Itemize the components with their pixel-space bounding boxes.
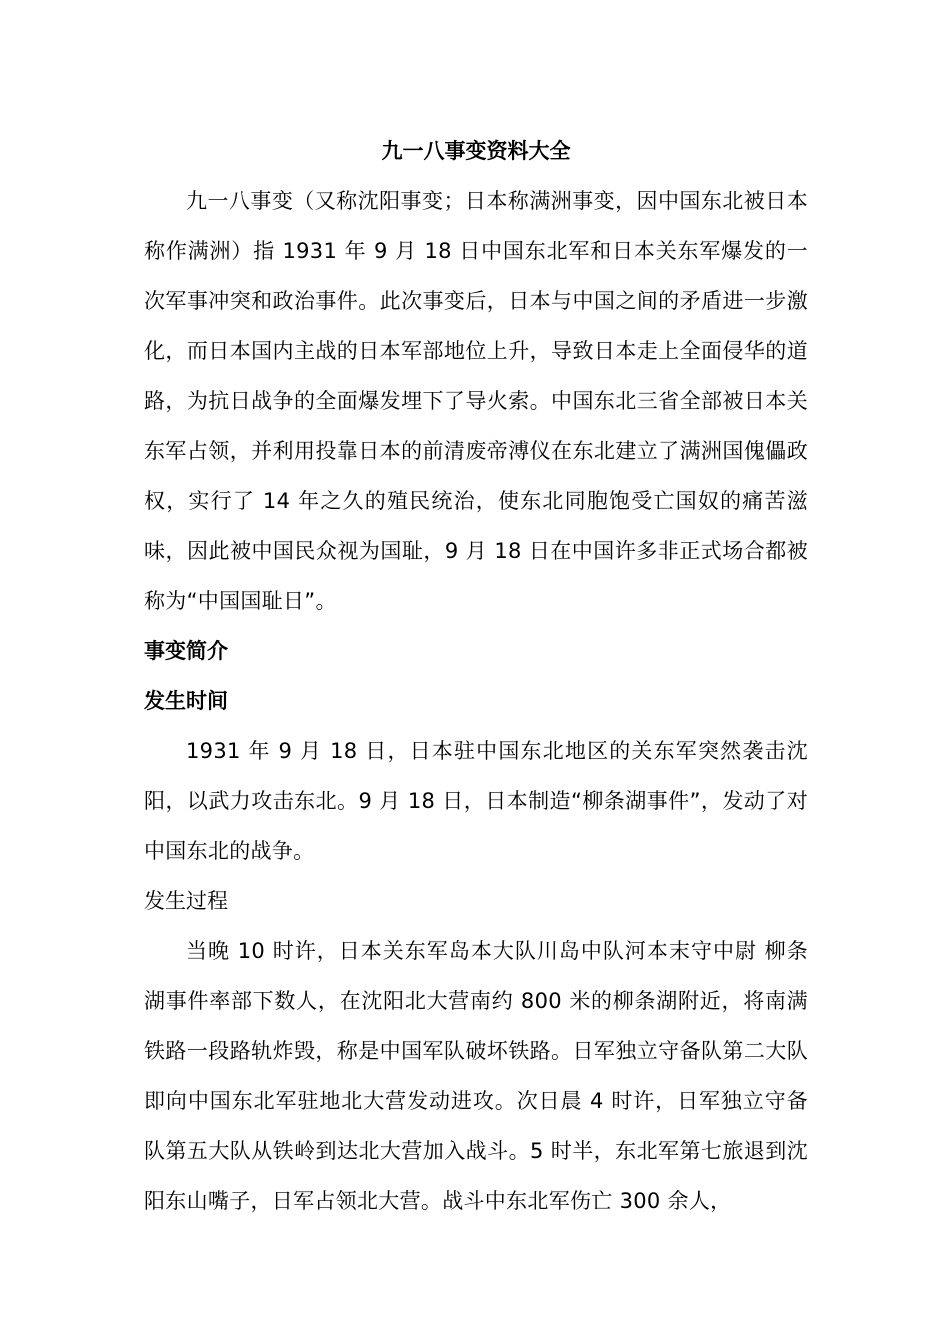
section-heading-time: 发生时间 <box>144 689 228 713</box>
section-heading-overview: 事变简介 <box>144 639 228 663</box>
section-heading-process: 发生过程 <box>144 889 228 913</box>
intro-paragraph: 九一八事变（又称沈阳事变；日本称满洲事变，因中国东北被日本称作满洲）指 1931 年 9 月 18 日中国东北军和日本关东军爆发的一次军事冲突和政治事件。此次事变后，日本与中国之间的矛盾进一步激化，而日本国内主战的日本军部地位上升，导致日本走上全面侵华的道路，为抗日战争的全面爆发埋下了导火索。中国东北三省全部被日本关东军占领，并利用投靠日本的前清废帝溥仪在东北建立了满洲国傀儡政权，实行了 14 年之久的殖民统治，使东北同胞饱受亡国奴的痛苦滋味，因此被中国民众视为国耻，9 月 18 日在中国许多非正式场合都被称为“中国国耻日”。 <box>144 189 808 613</box>
process-paragraph: 当晚 10 时许，日本关东军岛本大队川岛中队河本末守中尉 柳条湖事件率部下数人，在沈阳北大营南约 800 米的柳条湖附近，将南满铁路一段路轨炸毁，称是中国军队破坏铁路。日军独立守备队第二大队即向中国东北军驻地北大营发动进攻。次日晨 4 时许，日军独立守备队第五大队从铁岭到达北大营加入战斗。5 时半，东北军第七旅退到沈阳东山嘴子，日军占领北大营。战斗中东北军伤亡 300 余人， <box>144 939 808 1213</box>
time-paragraph: 1931 年 9 月 18 日，日本驻中国东北地区的关东军突然袭击沈阳，以武力攻击东北。9 月 18 日，日本制造“柳条湖事件”，发动了对中国东北的战争。 <box>144 739 808 863</box>
document-page <box>144 126 808 1226</box>
document-title: 九一八事变资料大全 <box>381 139 571 163</box>
